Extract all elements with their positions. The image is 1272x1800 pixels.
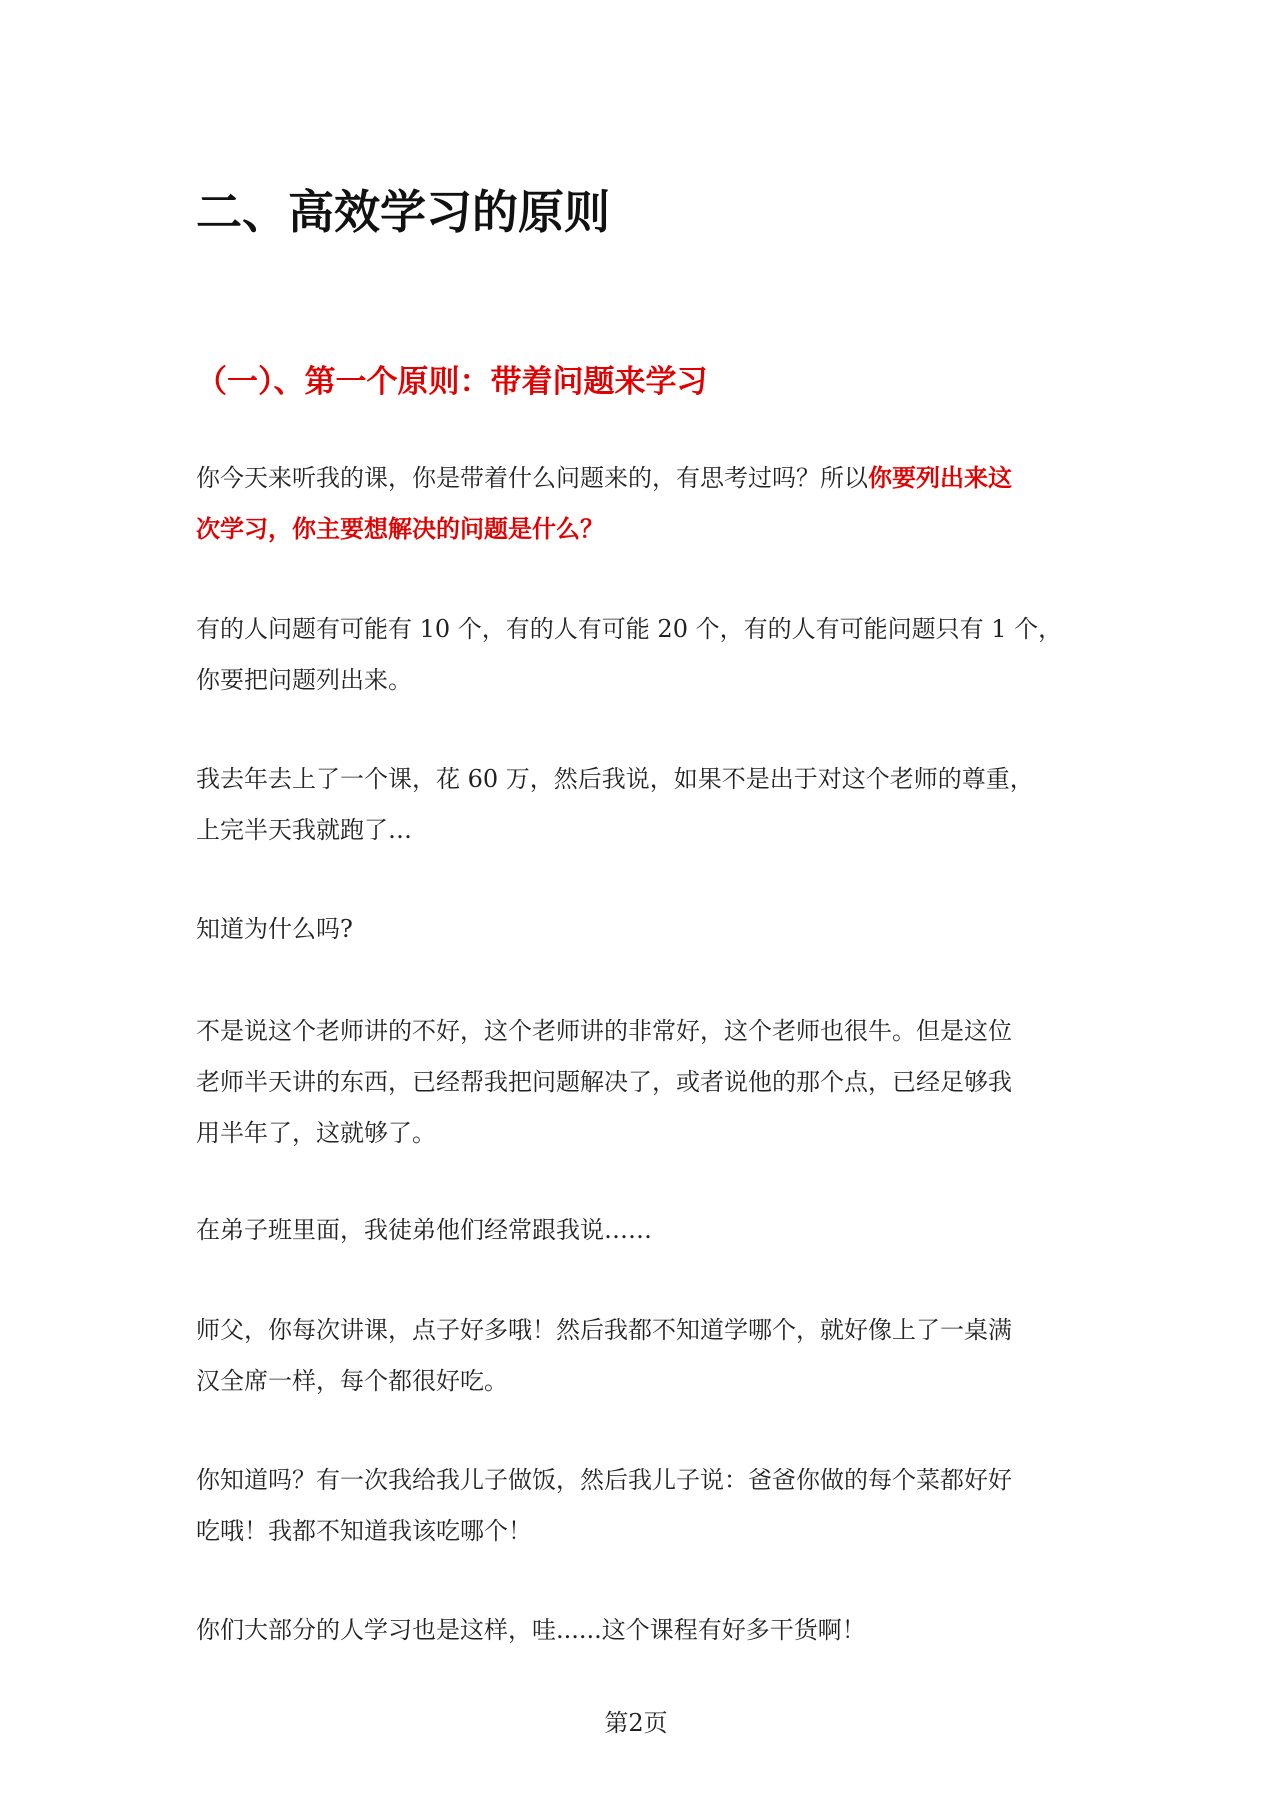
- plain-text: 你今天来听我的课，你是带着什么问题来的，有思考过吗？所以: [196, 464, 868, 492]
- paragraph-4: [196, 904, 1086, 955]
- paragraph-line: 你知道吗？有一次我给我儿子做饭，然后我儿子说：爸爸你做的每个菜都好好: [196, 1466, 1012, 1494]
- paragraph-line: 汉全席一样，每个都很好吃。: [196, 1367, 508, 1395]
- paragraph-5: [196, 1006, 1086, 1159]
- paragraph-line: 我去年去上了一个课，花 60 万，然后我说，如果不是出于对这个老师的尊重，: [196, 765, 1034, 793]
- paragraph-8: [196, 1455, 1086, 1557]
- emphasis-text: 次学习，你主要想解决的问题是什么？: [196, 515, 604, 543]
- paragraph-1: [196, 453, 1086, 555]
- paragraph-line: 知道为什么吗?: [196, 915, 353, 943]
- paragraph-line: 上完半天我就跑了…: [196, 816, 412, 844]
- paragraph-7: [196, 1305, 1086, 1407]
- section-heading: 二、高效学习的原则: [196, 185, 610, 239]
- page-number: 第2页: [604, 1709, 668, 1737]
- paragraph-line: 你们大部分的人学习也是这样，哇......这个课程有好多干货啊！: [196, 1616, 866, 1644]
- paragraph-6: [196, 1205, 1086, 1256]
- paragraph-line: 在弟子班里面，我徒弟他们经常跟我说……: [196, 1216, 652, 1244]
- paragraph-line: 老师半天讲的东西，已经帮我把问题解决了，或者说他的那个点，已经足够我: [196, 1068, 1012, 1096]
- paragraph-line: 师父，你每次讲课，点子好多哦！然后我都不知道学哪个，就好像上了一桌满: [196, 1316, 1012, 1344]
- paragraph-line: 吃哦！我都不知道我该吃哪个！: [196, 1517, 532, 1545]
- paragraph-line: 用半年了，这就够了。: [196, 1119, 436, 1147]
- paragraph-2: [196, 604, 1086, 706]
- paragraph-line: [196, 453, 1086, 504]
- paragraph-line: 不是说这个老师讲的不好，这个老师讲的非常好，这个老师也很牛。但是这位: [196, 1017, 1012, 1045]
- paragraph-line: [196, 504, 1086, 555]
- principle-subheading: （一）、第一个原则：带着问题来学习: [196, 364, 708, 400]
- emphasis-text: 你要列出来这: [868, 464, 1012, 492]
- paragraph-9: [196, 1605, 1086, 1656]
- paragraph-3: [196, 754, 1086, 856]
- paragraph-line: 有的人问题有可能有 10 个，有的人有可能 20 个，有的人有可能问题只有 1 个，: [196, 615, 1063, 643]
- paragraph-line: 你要把问题列出来。: [196, 666, 412, 694]
